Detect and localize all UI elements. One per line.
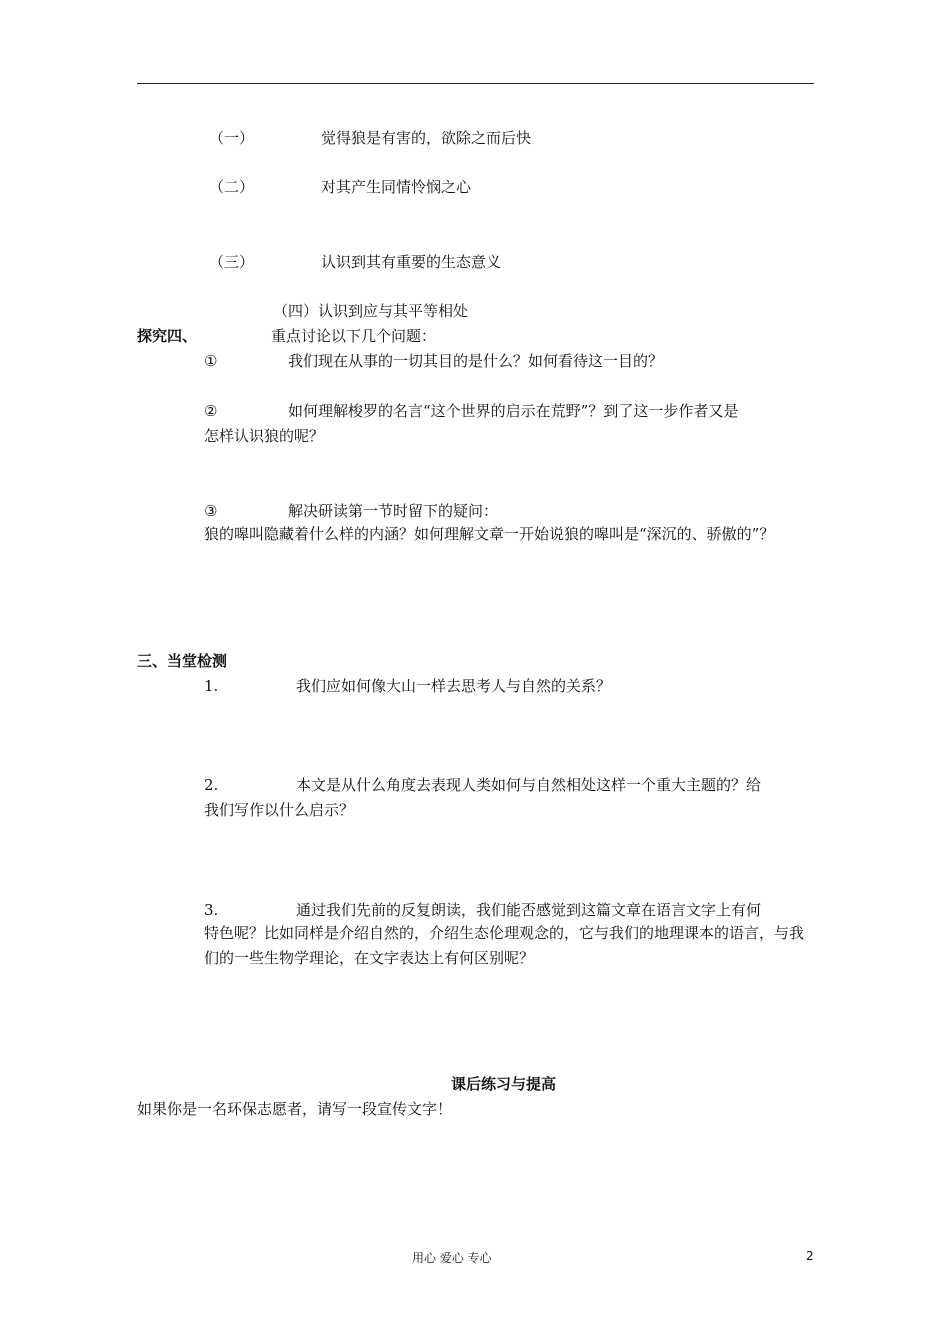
explore-four-intro: 重点讨论以下几个问题： bbox=[271, 327, 437, 345]
question-text-2: 如何理解梭罗的名言“这个世界的启示在荒野”？到了这一步作者又是 bbox=[288, 402, 739, 420]
question-text-3: 解决研读第一节时留下的疑问： bbox=[288, 502, 499, 520]
question-cont-2: 怎样认识狼的呢？ bbox=[204, 427, 325, 445]
page-number: 2 bbox=[806, 1249, 814, 1263]
check-num-3: 3. bbox=[204, 901, 219, 919]
header-rule bbox=[137, 83, 814, 84]
question-marker-2: ② bbox=[204, 402, 218, 420]
check-text-3: 通过我们先前的反复朗读，我们能否感觉到这篇文章在语言文字上有何 bbox=[296, 901, 762, 919]
question-marker-3: ③ bbox=[204, 502, 218, 520]
item-label-3: （三） bbox=[209, 253, 255, 271]
item-label-2: （二） bbox=[209, 178, 255, 196]
check-cont-3: 特色呢？比如同样是介绍自然的，介绍生态伦理观念的，它与我们的地理课本的语言，与我们的一些生物学理论，在文字表达上有何区别呢？ bbox=[204, 924, 805, 967]
homework-text: 如果你是一名环保志愿者，请写一段宣传文字！ bbox=[137, 1100, 453, 1118]
item-label-1: （一） bbox=[209, 129, 255, 147]
explore-four-heading: 探究四、 bbox=[137, 327, 198, 345]
check-text-1: 我们应如何像大山一样去思考人与自然的关系？ bbox=[296, 677, 612, 695]
check-num-2: 2. bbox=[204, 776, 219, 794]
question-cont-3: 狼的嗥叫隐藏着什么样的内涵？如何理解文章一开始说狼的嗥叫是“深沉的、骄傲的”？ bbox=[204, 525, 775, 543]
question-marker-1: ① bbox=[204, 352, 218, 370]
item-text-1: 觉得狼是有害的，欲除之而后快 bbox=[321, 129, 532, 147]
check-cont-2: 我们写作以什么启示？ bbox=[204, 801, 355, 819]
check-text-2: 本文是从什么角度去表现人类如何与自然相处这样一个重大主题的？给 bbox=[296, 776, 762, 794]
footer-motto: 用心 爱心 专心 bbox=[412, 1251, 492, 1265]
section-three-heading: 三、当堂检测 bbox=[137, 652, 228, 670]
homework-title: 课后练习与提高 bbox=[451, 1075, 557, 1093]
question-text-1: 我们现在从事的一切其目的是什么？如何看待这一目的？ bbox=[288, 352, 664, 370]
item-text-2: 对其产生同情怜悯之心 bbox=[321, 178, 472, 196]
item-text-3: 认识到其有重要的生态意义 bbox=[321, 253, 502, 271]
check-num-1: 1. bbox=[204, 677, 219, 695]
item-text-4: （四）认识到应与其平等相处 bbox=[273, 302, 469, 320]
